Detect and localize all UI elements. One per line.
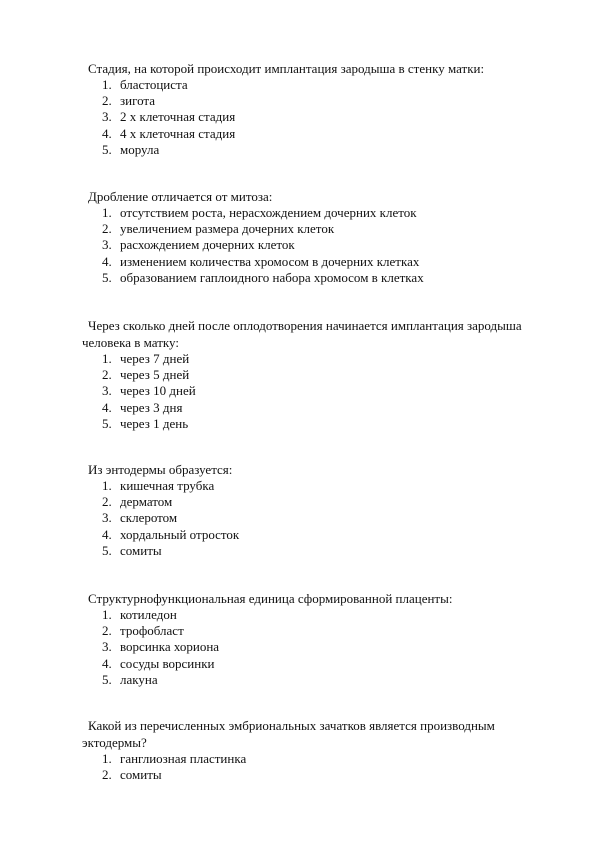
question-text: Через сколько дней после оплодотворения начинается имплантация зародыша человека в матку: [82,318,522,350]
answer-option [102,639,552,655]
option-number: 1. [102,607,112,622]
answer-option [102,93,552,109]
answer-option [102,543,552,559]
answer-options [82,478,552,559]
answer-option [102,221,552,237]
option-label: отсутствием роста, нерасхождением дочерних клеток [120,205,417,220]
option-label: кишечная трубка [120,478,215,493]
option-number: 2. [102,623,112,639]
option-number: 5. [102,415,112,431]
option-number: 2. [102,767,112,783]
option-label: склеротом [120,510,178,526]
answer-option [102,351,552,367]
option-number: 3. [102,510,112,526]
option-label: котиледон [120,607,177,622]
option-label: морула [120,141,160,157]
answer-option [102,607,552,623]
answer-option [102,254,552,270]
option-number: 4. [102,526,112,542]
answer-option [102,767,552,783]
option-number: 3. [102,109,112,125]
answer-option [102,751,552,767]
option-number: 4. [102,655,112,671]
option-number: 5. [102,269,112,285]
question-text: Структурнофункциональная единица сформированной плаценты: [88,591,453,606]
option-number: 1. [102,351,112,366]
option-number: 1. [102,77,112,92]
question-2 [82,188,552,286]
answer-option [102,416,552,432]
option-number: 2. [102,367,112,383]
answer-options [82,751,552,783]
option-label: образованием гаплоидного набора хромосом в клетках [120,269,424,285]
question-6 [82,717,552,783]
answer-option [102,623,552,639]
question-text: Дробление отличается от митоза: [88,189,273,204]
option-label: через 7 дней [120,351,190,366]
option-number: 3. [102,237,112,253]
option-label: изменением количества хромосом в дочерних клетках [120,253,420,269]
answer-option [102,527,552,543]
option-number: 4. [102,399,112,415]
answer-option [102,510,552,526]
option-number: 4. [102,253,112,269]
answer-option [102,656,552,672]
option-number: 1. [102,478,112,493]
option-number: 2. [102,221,112,237]
option-label: сосуды ворсинки [120,655,215,671]
option-label: 4 х клеточная стадия [120,125,236,141]
option-label: бластоциста [120,77,188,92]
option-label: увеличением размера дочерних клеток [120,221,335,237]
option-label: лакуна [120,671,158,687]
option-label: хордальный отросток [120,526,240,542]
answer-option [102,367,552,383]
option-number: 3. [102,639,112,655]
question-5 [82,590,552,688]
question-text: Из энтодермы образуется: [88,462,233,477]
answer-options [82,351,552,432]
option-number: 5. [102,542,112,558]
option-label: дерматом [120,494,173,510]
answer-option [102,270,552,286]
option-number: 3. [102,383,112,399]
question-1 [82,60,552,158]
option-label: сомиты [120,767,162,783]
answer-option [102,142,552,158]
option-number: 5. [102,671,112,687]
option-number: 2. [102,494,112,510]
answer-option [102,494,552,510]
answer-option [102,126,552,142]
answer-option [102,205,552,221]
answer-option [102,109,552,125]
option-label: расхождением дочерних клеток [120,237,295,253]
question-text: Стадия, на которой происходит имплантация зародыша в стенку матки: [88,61,485,76]
answer-option [102,237,552,253]
option-label: через 10 дней [120,383,196,399]
option-label: через 5 дней [120,367,190,383]
option-label: через 1 день [120,415,189,431]
option-label: ганглиозная пластинка [120,751,247,766]
option-number: 1. [102,205,112,220]
answer-option [102,672,552,688]
question-3 [82,317,552,432]
option-number: 4. [102,125,112,141]
answer-option [102,400,552,416]
answer-option [102,478,552,494]
answer-options [82,77,552,158]
option-label: 2 х клеточная стадия [120,109,236,125]
answer-option [102,383,552,399]
answer-option [102,77,552,93]
option-label: через 3 дня [120,399,183,415]
option-number: 2. [102,93,112,109]
answer-options [82,607,552,688]
option-label: сомиты [120,542,162,558]
option-label: ворсинка хориона [120,639,220,655]
question-4 [82,461,552,559]
question-text: Какой из перечисленных эмбриональных зачатков является производным эктодермы? [82,718,495,750]
option-number: 1. [102,751,112,766]
option-number: 5. [102,141,112,157]
answer-options [82,205,552,286]
option-label: трофобласт [120,623,184,639]
option-label: зигота [120,93,156,109]
